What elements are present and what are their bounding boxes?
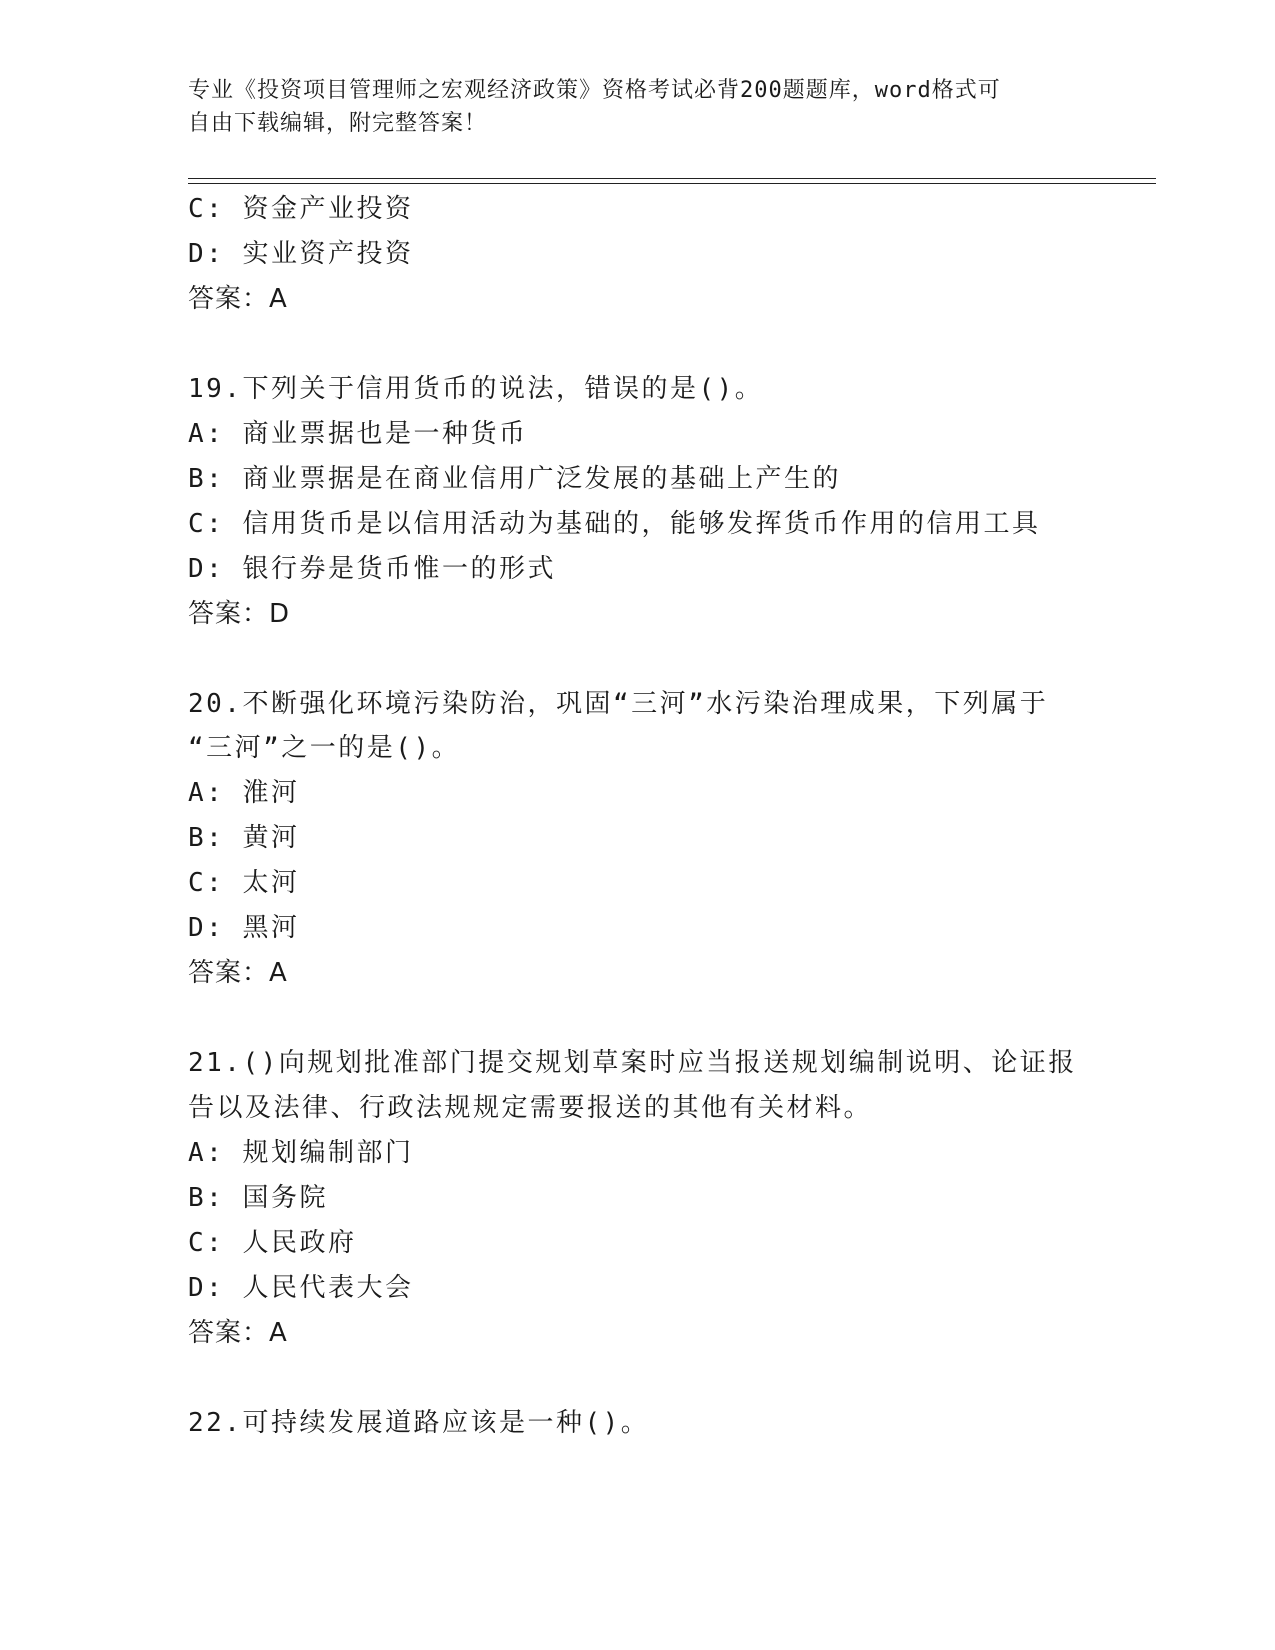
- q21-option-a: A: 规划编制部门: [188, 1138, 414, 1168]
- q21-option-d: D: 人民代表大会: [188, 1273, 414, 1303]
- q18-answer: 答案：A: [188, 284, 288, 314]
- q19-answer: 答案：D: [188, 599, 291, 629]
- document-header: [188, 74, 1088, 140]
- header-line-2: 自由下载编辑，附完整答案！: [188, 111, 488, 136]
- q18-option-c: C: 资金产业投资: [188, 194, 414, 224]
- q20-option-c: C: 太河: [188, 868, 300, 898]
- q21-stem-line-1: 21.()向规划批准部门提交规划草案时应当报送规划编制说明、论证报: [188, 1048, 1077, 1078]
- q20-option-b: B: 黄河: [188, 823, 300, 853]
- q21-answer: 答案：A: [188, 1318, 288, 1348]
- q20-stem-line-2: “三河”之一的是()。: [188, 733, 461, 763]
- q19-option-b: B: 商业票据是在商业信用广泛发展的基础上产生的: [188, 464, 841, 494]
- q19-option-d: D: 银行券是货币惟一的形式: [188, 554, 556, 584]
- q21-stem-line-2: 告以及法律、行政法规规定需要报送的其他有关材料。: [188, 1093, 873, 1123]
- header-divider-top: [188, 178, 1156, 179]
- q20-option-a: A: 淮河: [188, 778, 300, 808]
- q19-option-a: A: 商业票据也是一种货币: [188, 419, 528, 449]
- q18-option-d: D: 实业资产投资: [188, 239, 414, 269]
- header-line-1: 专业《投资项目管理师之宏观经济政策》资格考试必背200题题库，word格式可: [188, 78, 1001, 103]
- q22-stem: 22.可持续发展道路应该是一种()。: [188, 1408, 650, 1438]
- q21-option-c: C: 人民政府: [188, 1228, 357, 1258]
- q20-stem-line-1: 20.不断强化环境污染防治，巩固“三河”水污染治理成果，下列属于: [188, 689, 1049, 719]
- q20-option-d: D: 黑河: [188, 913, 300, 943]
- q20-answer: 答案：A: [188, 958, 288, 988]
- q19-option-c: C: 信用货币是以信用活动为基础的，能够发挥货币作用的信用工具: [188, 509, 1041, 539]
- q21-option-b: B: 国务院: [188, 1183, 328, 1213]
- q19-stem: 19.下列关于信用货币的说法，错误的是()。: [188, 374, 764, 404]
- header-divider-bottom: [188, 183, 1156, 184]
